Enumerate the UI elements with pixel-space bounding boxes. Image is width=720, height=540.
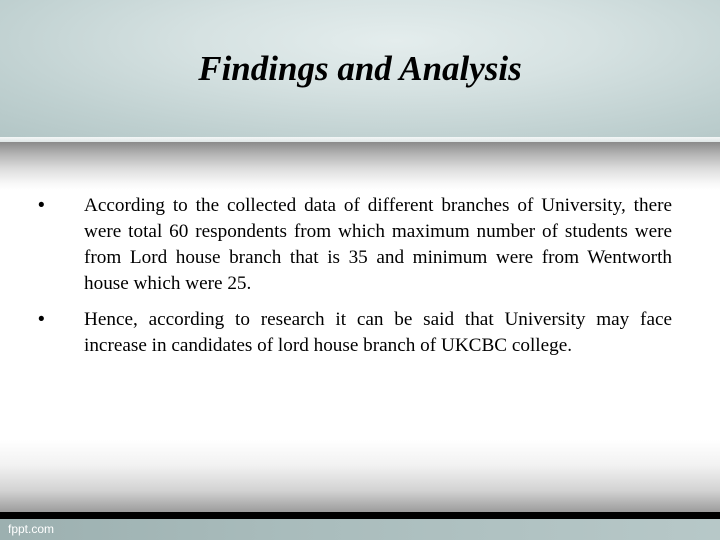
bullet-icon: • [38, 195, 45, 216]
footer-watermark: fppt.com [8, 522, 55, 536]
bullet-list [0, 193, 720, 369]
slide-title: Findings and Analysis [198, 49, 522, 88]
bullet-item [0, 307, 720, 359]
bullet-icon: • [38, 309, 45, 330]
bullet-item [0, 193, 720, 297]
footer-bar [0, 519, 720, 540]
top-shadow-band [0, 142, 720, 190]
title-banner [0, 0, 720, 137]
bullet-text: Hence, according to research it can be said that University may face increase in candidates of lord house branch of UKCBC college. [84, 309, 672, 356]
bullet-text: According to the collected data of different branches of University, there were total 60 respondents from which maximum number of students were from Lord house branch that is 35 and minimum were from Wentworth house which were 25. [84, 195, 672, 294]
bottom-shadow-band [0, 440, 720, 512]
footer-divider [0, 512, 720, 519]
